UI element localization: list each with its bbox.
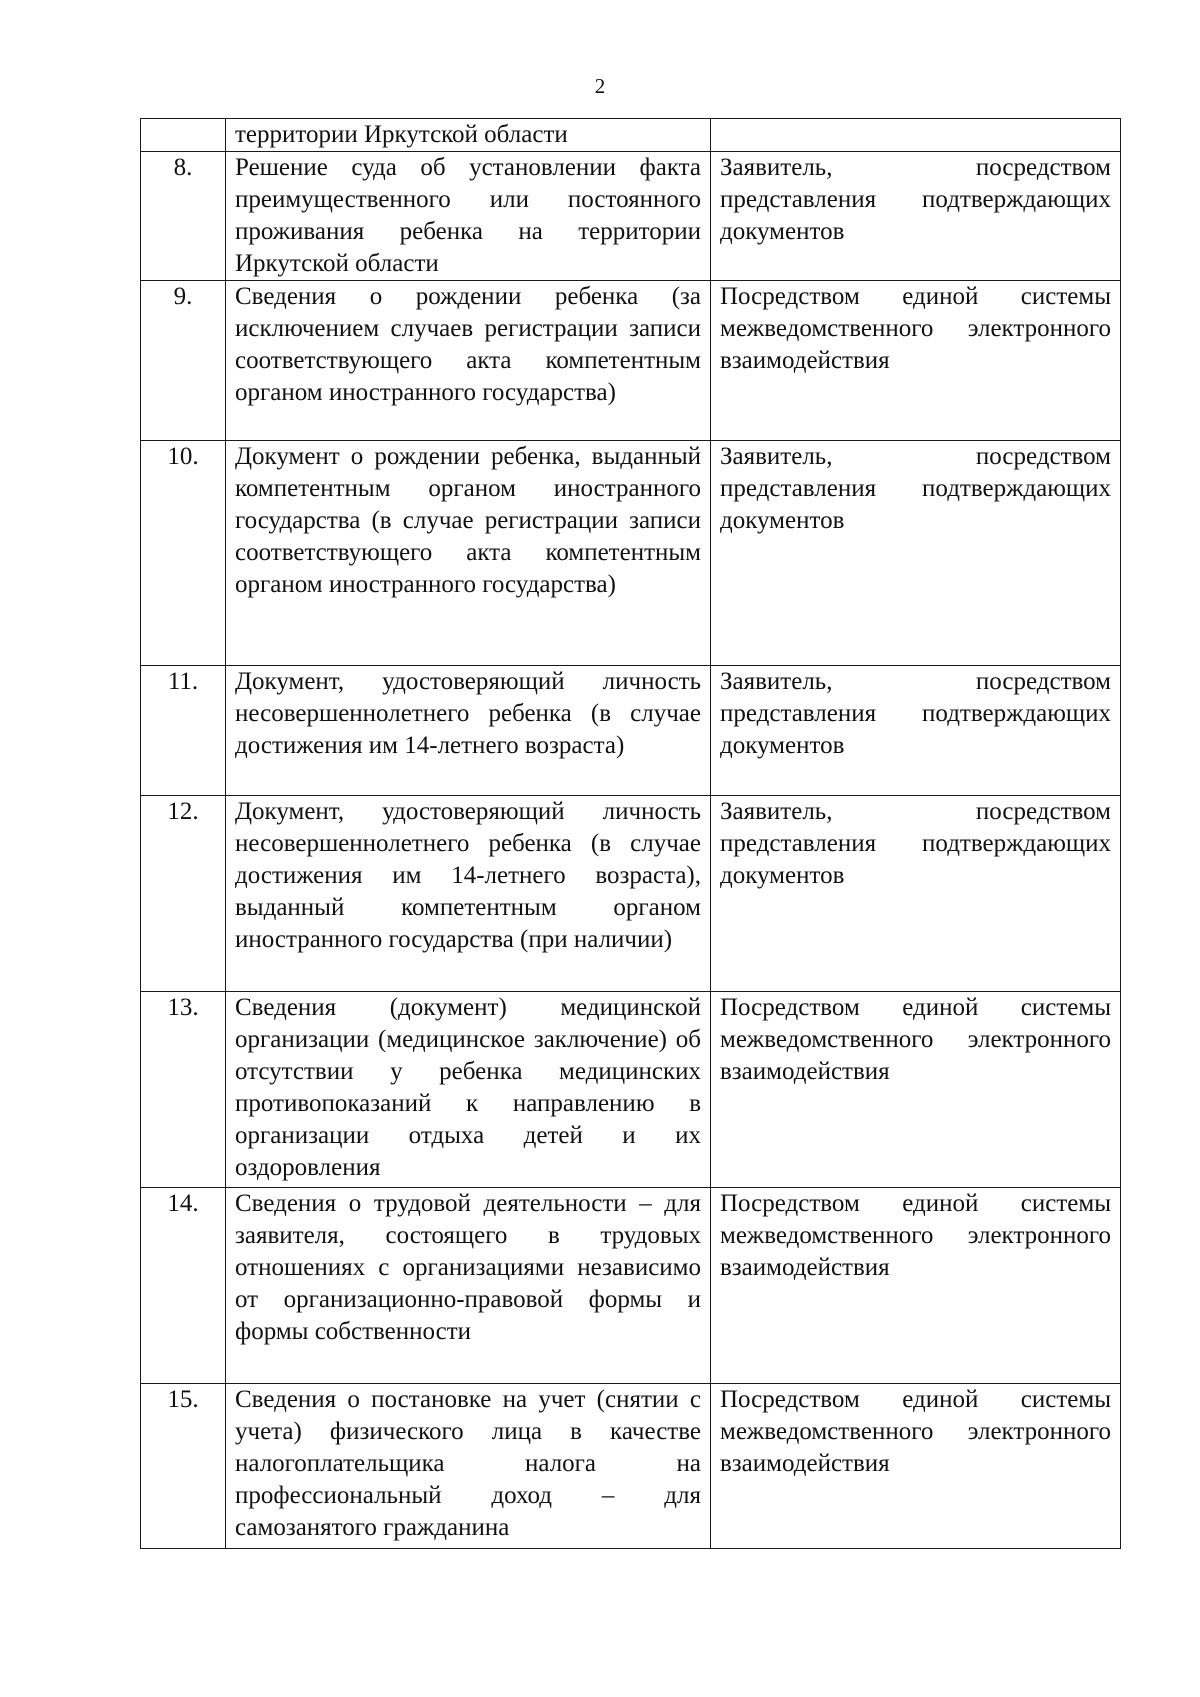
document-description: Документ, удостоверяющий личность несовершеннолетнего ребенка (в случае достижения им 14-летнего возраста), выданный компетентным органом иностранного государства (при наличии) bbox=[226, 796, 711, 992]
row-number: 13. bbox=[141, 992, 226, 1188]
submission-method: Посредством единой системы межведомственного электронного взаимодействия bbox=[711, 992, 1121, 1188]
row-number: 10. bbox=[141, 441, 226, 666]
submission-method: Заявитель, посредством представления подтверждающих документов bbox=[711, 666, 1121, 796]
submission-method: Посредством единой системы межведомственного электронного взаимодействия bbox=[711, 1188, 1121, 1384]
document-description: Сведения о рождении ребенка (за исключением случаев регистрации записи соответствующего акта компетентным органом иностранного государства) bbox=[226, 281, 711, 441]
document-description: территории Иркутской области bbox=[226, 119, 711, 152]
row-number: 11. bbox=[141, 666, 226, 796]
table-row bbox=[141, 119, 1121, 152]
table-row bbox=[141, 281, 1121, 441]
document-description: Документ, удостоверяющий личность несовершеннолетнего ребенка (в случае достижения им 14-летнего возраста) bbox=[226, 666, 711, 796]
row-number: 15. bbox=[141, 1384, 226, 1549]
row-number: 8. bbox=[141, 152, 226, 281]
document-description: Документ о рождении ребенка, выданный компетентным органом иностранного государства (в случае регистрации записи соответствующего акта компетентным органом иностранного государства) bbox=[226, 441, 711, 666]
submission-method bbox=[711, 119, 1121, 152]
submission-method: Посредством единой системы межведомственного электронного взаимодействия bbox=[711, 281, 1121, 441]
table-row bbox=[141, 666, 1121, 796]
table-row bbox=[141, 1384, 1121, 1549]
table-row bbox=[141, 1188, 1121, 1384]
submission-method: Посредством единой системы межведомственного электронного взаимодействия bbox=[711, 1384, 1121, 1549]
table-row bbox=[141, 992, 1121, 1188]
document-description: Сведения о трудовой деятельности – для заявителя, состоящего в трудовых отношениях с организациями независимо от организационно-правовой формы и формы собственности bbox=[226, 1188, 711, 1384]
table-row bbox=[141, 796, 1121, 992]
row-number bbox=[141, 119, 226, 152]
row-number: 12. bbox=[141, 796, 226, 992]
submission-method: Заявитель, посредством представления подтверждающих документов bbox=[711, 152, 1121, 281]
submission-method: Заявитель, посредством представления подтверждающих документов bbox=[711, 796, 1121, 992]
row-number: 14. bbox=[141, 1188, 226, 1384]
documents-table bbox=[140, 118, 1121, 1549]
table-row bbox=[141, 441, 1121, 666]
row-number: 9. bbox=[141, 281, 226, 441]
table-row bbox=[141, 152, 1121, 281]
document-description: Сведения о постановке на учет (снятии с учета) физического лица в качестве налогоплательщика налога на профессиональный доход – для самозанятого гражданина bbox=[226, 1384, 711, 1549]
page-number: 2 bbox=[594, 74, 606, 98]
document-description: Сведения (документ) медицинской организации (медицинское заключение) об отсутствии у ребенка медицинских противопоказаний к направлению в организации отдыха детей и их оздоровления bbox=[226, 992, 711, 1188]
submission-method: Заявитель, посредством представления подтверждающих документов bbox=[711, 441, 1121, 666]
document-description: Решение суда об установлении факта преимущественного или постоянного проживания ребенка на территории Иркутской области bbox=[226, 152, 711, 281]
